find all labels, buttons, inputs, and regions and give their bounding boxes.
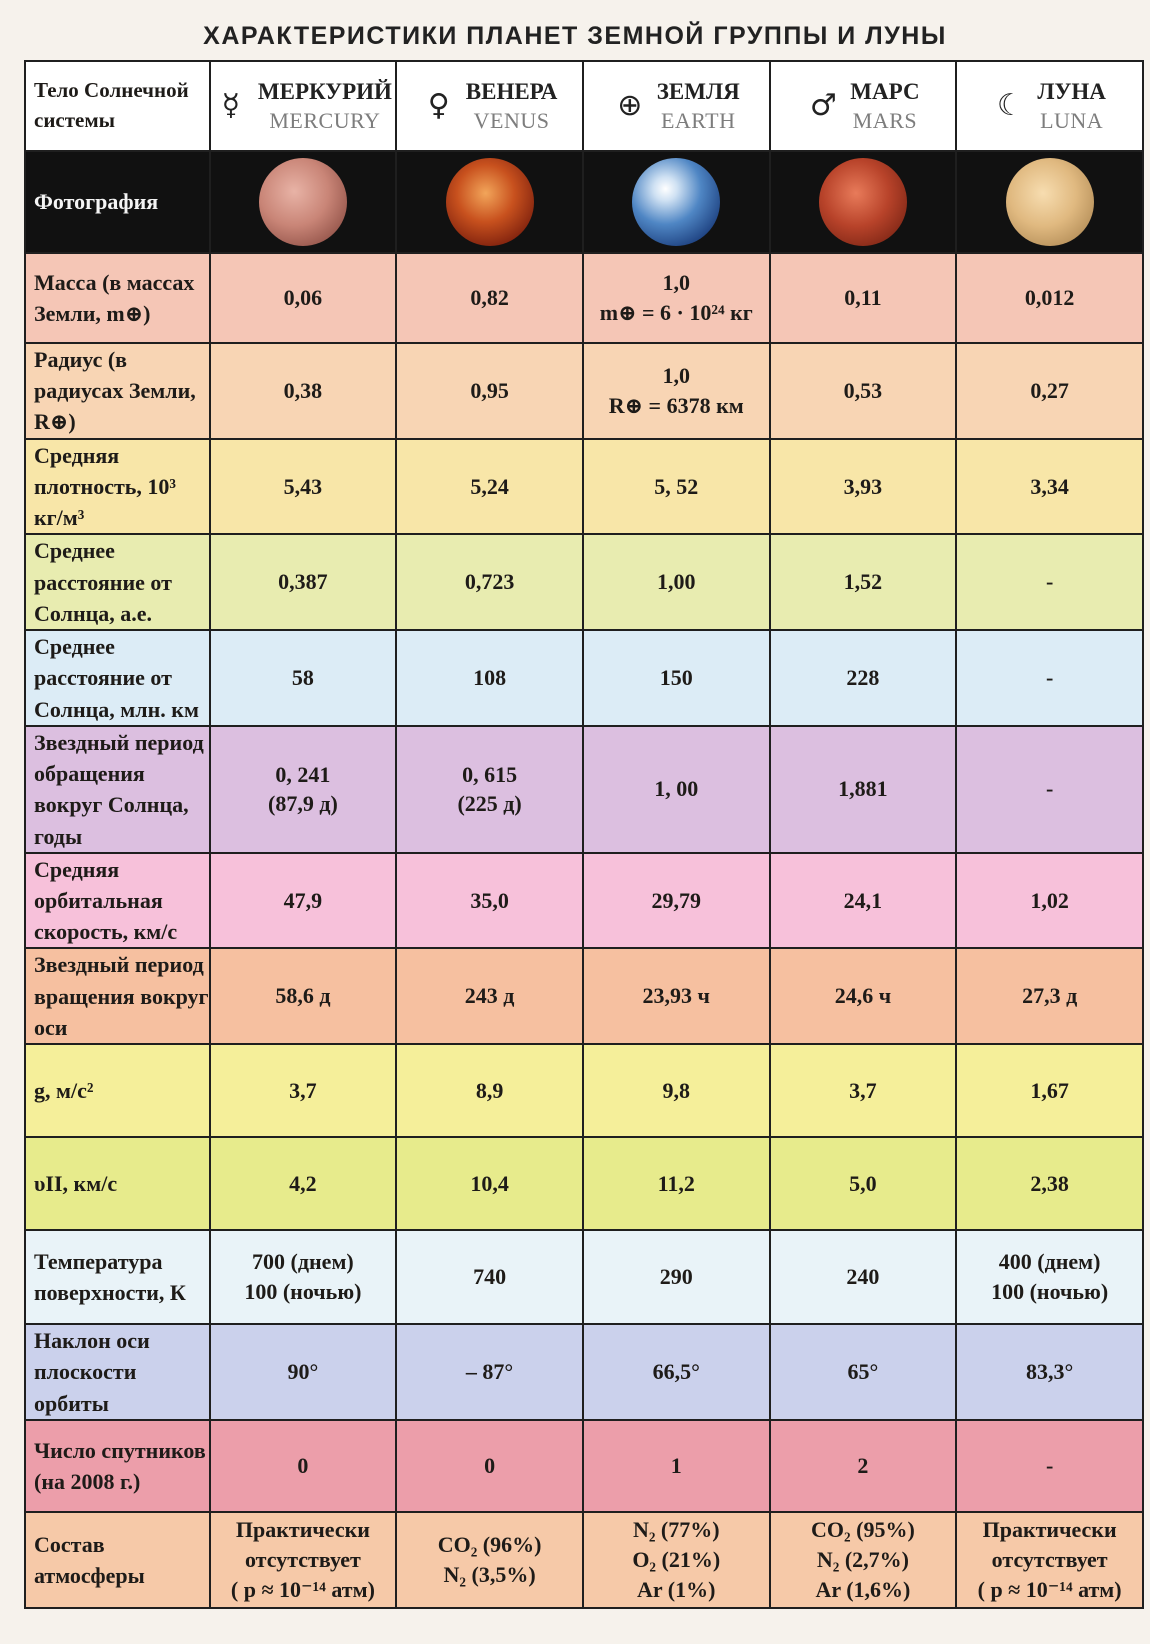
venus-symbol-icon: ♀ <box>427 88 450 124</box>
row-atmosphere <box>25 1512 1143 1608</box>
value-cell: 0,82 <box>396 253 583 343</box>
luna-photo <box>1006 158 1094 246</box>
value-cell <box>396 1512 583 1608</box>
value-cell <box>210 1512 397 1608</box>
row-gravity <box>25 1044 1143 1137</box>
value-cell: 0 <box>210 1420 397 1512</box>
value-cell: 0,27 <box>956 343 1143 439</box>
venus-name-ru: ВЕНЕРА <box>465 78 558 104</box>
value-cell: 11,2 <box>583 1137 770 1230</box>
value-cell: 1 <box>583 1420 770 1512</box>
luna-symbol-icon: ☾ <box>996 88 1024 124</box>
value-cell: 243 д <box>396 948 583 1044</box>
value-cell: - <box>956 534 1143 630</box>
value-cell: 108 <box>396 630 583 726</box>
row-axis-tilt <box>25 1324 1143 1420</box>
row-period <box>25 726 1143 853</box>
value-cell: 0 <box>396 1420 583 1512</box>
value-cell: 1, 00 <box>583 726 770 853</box>
value-cell <box>770 1512 957 1608</box>
value-cell: 24,6 ч <box>770 948 957 1044</box>
value-cell: 290 <box>583 1230 770 1324</box>
photo-row <box>25 151 1143 253</box>
row-dist-km <box>25 630 1143 726</box>
earth-name-ru: ЗЕМЛЯ <box>656 78 740 104</box>
value-cell: 740 <box>396 1230 583 1324</box>
value-cell: 2 <box>770 1420 957 1512</box>
value-cell: 240 <box>770 1230 957 1324</box>
header-mars <box>770 61 957 151</box>
atm-line: Практически <box>982 1517 1117 1543</box>
row-label: Средняя орбитальная скорость, км/с <box>25 853 210 949</box>
value-cell: 150 <box>583 630 770 726</box>
row-label: Наклон оси плоскости орбиты <box>25 1324 210 1420</box>
row-label: Среднее расстояние от Солнца, млн. км <box>25 630 210 726</box>
value-cell: 1,881 <box>770 726 957 853</box>
value-cell: 9,8 <box>583 1044 770 1137</box>
value-cell: 0,06 <box>210 253 397 343</box>
row-label: υII, км/с <box>25 1137 210 1230</box>
value-cell: 0,723 <box>396 534 583 630</box>
atm-line: ( p ≈ 10⁻¹⁴ атм) <box>230 1576 375 1602</box>
row-temperature <box>25 1230 1143 1324</box>
value-cell <box>956 1512 1143 1608</box>
row-label: Масса (в массах Земли, m⊕) <box>25 253 210 343</box>
atm-line: отсутствует <box>991 1547 1108 1573</box>
mercury-period-days: (87,9 д) <box>268 791 338 817</box>
mercury-photo <box>259 158 347 246</box>
header-luna <box>956 61 1143 151</box>
earth-radius-note: R⊕ = 6378 км <box>608 392 744 418</box>
value-cell: 0,387 <box>210 534 397 630</box>
value-cell: 1,52 <box>770 534 957 630</box>
value-cell: 58 <box>210 630 397 726</box>
venus-name-en: VENUS <box>473 107 550 133</box>
earth-radius-value: 1,0 <box>662 363 690 389</box>
value-cell: 3,93 <box>770 439 957 535</box>
mercury-temp-night: 100 (ночью) <box>244 1279 362 1305</box>
value-cell: 27,3 д <box>956 948 1143 1044</box>
row-label: Среднее расстояние от Солнца, а.е. <box>25 534 210 630</box>
value-cell: 23,93 ч <box>583 948 770 1044</box>
mercury-name-en: MERCURY <box>269 107 381 133</box>
atm-line: N₂ (2,7%) <box>816 1547 909 1573</box>
value-cell: - <box>956 630 1143 726</box>
mars-photo <box>819 158 907 246</box>
value-cell <box>396 726 583 853</box>
row-label: Температура поверхности, К <box>25 1230 210 1324</box>
atm-line: отсутствует <box>244 1547 361 1573</box>
value-cell: 10,4 <box>396 1137 583 1230</box>
value-cell: - <box>956 726 1143 853</box>
atm-line: Практически <box>235 1517 370 1543</box>
value-cell: 35,0 <box>396 853 583 949</box>
earth-photo <box>632 158 720 246</box>
atm-line: CO₂ (95%) <box>811 1517 915 1543</box>
planets-table <box>24 60 1144 1609</box>
row-label: Звездный период обращения вокруг Солнца, годы <box>25 726 210 853</box>
atm-line: CO₂ (96%) <box>437 1532 542 1558</box>
value-cell: 228 <box>770 630 957 726</box>
page-title: ХАРАКТЕРИСТИКИ ПЛАНЕТ ЗЕМНОЙ ГРУППЫ И ЛУНЫ <box>203 22 947 50</box>
value-cell: – 87° <box>396 1324 583 1420</box>
value-cell: 90° <box>210 1324 397 1420</box>
row-label: Число спутников (на 2008 г.) <box>25 1420 210 1512</box>
mercury-name-ru: МЕРКУРИЙ <box>257 78 392 104</box>
header-row <box>25 61 1143 151</box>
value-cell: 0,95 <box>396 343 583 439</box>
value-cell: 0,38 <box>210 343 397 439</box>
value-cell: 1,67 <box>956 1044 1143 1137</box>
value-cell: 0,012 <box>956 253 1143 343</box>
header-label: Тело Солнечной системы <box>25 61 210 151</box>
value-cell <box>583 343 770 439</box>
mars-name-en: MARS <box>852 107 918 133</box>
row-rotation <box>25 948 1143 1044</box>
value-cell: 66,5° <box>583 1324 770 1420</box>
venus-period-value: 0, 615 <box>462 761 518 787</box>
value-cell: 4,2 <box>210 1137 397 1230</box>
header-venus <box>396 61 583 151</box>
value-cell: 83,3° <box>956 1324 1143 1420</box>
value-cell: 5,24 <box>396 439 583 535</box>
venus-photo <box>446 158 534 246</box>
value-cell: 1,00 <box>583 534 770 630</box>
earth-mass-note: m⊕ = 6 · 10²⁴ кг <box>599 300 753 325</box>
row-escape-velocity <box>25 1137 1143 1230</box>
value-cell: 3,7 <box>210 1044 397 1137</box>
value-cell: 29,79 <box>583 853 770 949</box>
earth-name-en: EARTH <box>660 107 736 133</box>
luna-temp-day: 400 (днем) <box>998 1249 1101 1275</box>
value-cell: 47,9 <box>210 853 397 949</box>
row-orbital-speed <box>25 853 1143 949</box>
mars-name-ru: МАРС <box>850 78 920 104</box>
venus-period-days: (225 д) <box>457 791 522 817</box>
value-cell: 8,9 <box>396 1044 583 1137</box>
atm-line: Ar (1%) <box>637 1576 716 1602</box>
photo-cell <box>210 151 397 253</box>
earth-symbol-icon: ⊕ <box>617 88 643 124</box>
mercury-symbol-icon: ☿ <box>221 88 241 124</box>
row-satellites <box>25 1420 1143 1512</box>
value-cell: 5,0 <box>770 1137 957 1230</box>
value-cell: 24,1 <box>770 853 957 949</box>
value-cell: 0,53 <box>770 343 957 439</box>
mars-symbol-icon: ♂ <box>809 88 837 124</box>
row-label: Радиус (в радиусах Земли, R⊕) <box>25 343 210 439</box>
value-cell <box>583 253 770 343</box>
value-cell: 3,7 <box>770 1044 957 1137</box>
value-cell: 0,11 <box>770 253 957 343</box>
luna-temp-night: 100 (ночью) <box>991 1279 1109 1305</box>
photo-cell <box>583 151 770 253</box>
atm-line: N₂ (77%) <box>632 1517 720 1543</box>
row-dist-au <box>25 534 1143 630</box>
value-cell: 2,38 <box>956 1137 1143 1230</box>
luna-name-en: LUNA <box>1040 107 1104 133</box>
value-cell <box>583 1512 770 1608</box>
row-label: Состав атмосферы <box>25 1512 210 1608</box>
header-mercury <box>210 61 397 151</box>
photo-cell <box>956 151 1143 253</box>
value-cell <box>956 1230 1143 1324</box>
atm-line: N₂ (3,5%) <box>443 1561 536 1587</box>
value-cell: - <box>956 1420 1143 1512</box>
photo-cell <box>770 151 957 253</box>
value-cell: 1,02 <box>956 853 1143 949</box>
row-radius <box>25 343 1143 439</box>
mercury-period-value: 0, 241 <box>275 761 331 787</box>
value-cell <box>210 726 397 853</box>
row-label: g, м/с² <box>25 1044 210 1137</box>
header-earth <box>583 61 770 151</box>
photo-label: Фотография <box>25 151 210 253</box>
value-cell: 5,43 <box>210 439 397 535</box>
atm-line: Ar (1,6%) <box>815 1576 911 1602</box>
value-cell: 65° <box>770 1324 957 1420</box>
atm-line: O₂ (21%) <box>632 1547 721 1573</box>
value-cell <box>210 1230 397 1324</box>
earth-mass-value: 1,0 <box>662 270 690 296</box>
atm-line: ( p ≈ 10⁻¹⁴ атм) <box>977 1576 1122 1602</box>
row-label: Средняя плотность, 10³ кг/м³ <box>25 439 210 535</box>
luna-name-ru: ЛУНА <box>1037 78 1106 104</box>
value-cell: 58,6 д <box>210 948 397 1044</box>
value-cell: 5, 52 <box>583 439 770 535</box>
row-density <box>25 439 1143 535</box>
photo-cell <box>396 151 583 253</box>
row-mass <box>25 253 1143 343</box>
row-label: Звездный период вращения вокруг оси <box>25 948 210 1044</box>
mercury-temp-day: 700 (днем) <box>252 1249 354 1275</box>
value-cell: 3,34 <box>956 439 1143 535</box>
